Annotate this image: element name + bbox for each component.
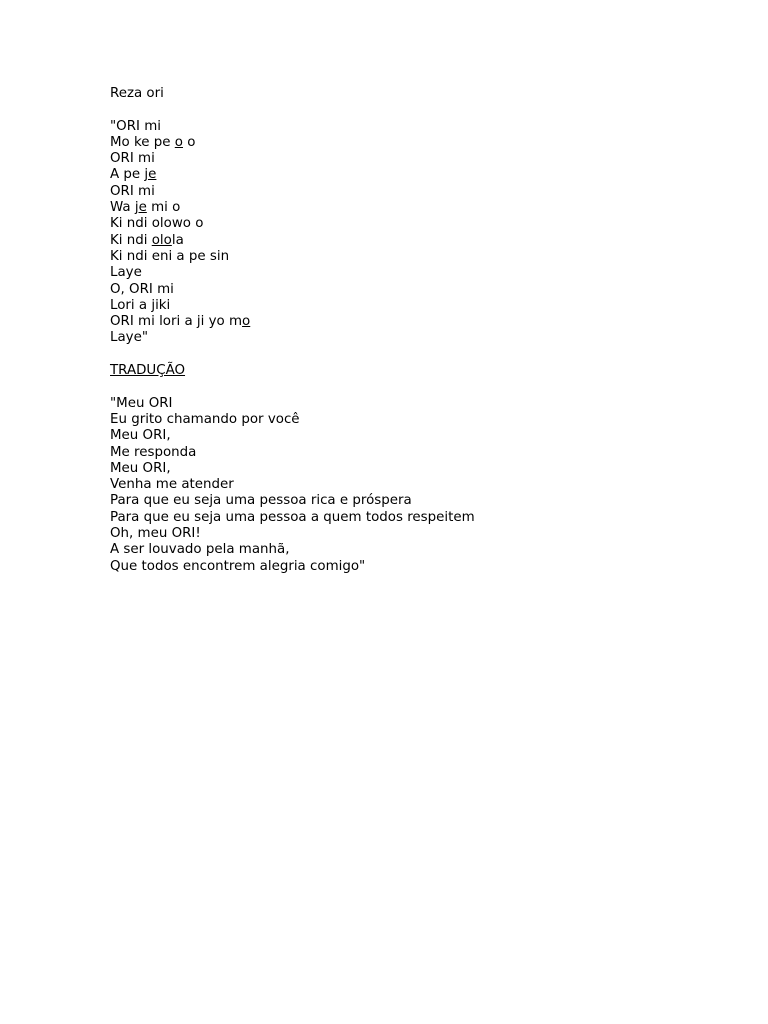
prayer-line: Ki ndi olowo o [110,216,204,232]
document-page [110,86,730,575]
prayer-line: Lori a jiki [110,297,171,313]
prayer-line [110,167,730,183]
prayer-line: O, ORI mi [110,281,174,297]
prayer-text: mi o [146,200,181,216]
prayer-line [110,135,730,151]
translation-line: Meu ORI, [110,428,171,444]
translation-line: Me responda [110,444,197,460]
translation-line: Que todos encontrem alegria comigo" [110,558,366,574]
document-title: Reza ori [110,86,164,101]
prayer-text: la [171,232,184,248]
underlined-text: je [144,167,157,183]
prayer-text: o [182,134,196,150]
prayer-text: ORI mi lori a ji yo m [110,314,243,330]
translation-line: "Meu ORI [110,395,173,411]
prayer-block [110,119,730,347]
underlined-text: je [134,200,147,216]
underlined-text: olo [151,232,172,248]
translation-heading: TRADUÇÃO [110,363,186,379]
prayer-text: A pe [110,167,145,183]
prayer-line: "ORI mi [110,118,161,134]
prayer-line: ORI mi [110,151,155,167]
prayer-line: Laye [110,265,142,281]
prayer-line [110,200,730,216]
prayer-text: Ki ndi [110,232,152,248]
translation-line: Oh, meu ORI! [110,526,201,542]
translation-line: Meu ORI, [110,460,171,476]
underlined-text: o [242,314,251,330]
translation-line: Eu grito chamando por você [110,411,300,427]
blank-line [110,102,730,118]
prayer-line: Ki ndi eni a pe sin [110,248,230,264]
prayer-text: Mo ke pe [110,134,175,150]
translation-line: Para que eu seja uma pessoa rica e próspera [110,493,412,509]
underlined-text: o [174,134,183,150]
blank-line [110,347,730,363]
translation-line: A ser louvado pela manhã, [110,542,290,558]
prayer-line [110,314,730,330]
translation-line: Venha me atender [110,477,234,493]
translation-block [110,396,730,575]
translation-line: Para que eu seja uma pessoa a quem todos respeitem [110,509,475,525]
prayer-line [110,233,730,249]
prayer-text: Wa [110,200,135,216]
prayer-line: Laye" [110,330,148,346]
prayer-line: ORI mi [110,183,155,199]
blank-line [110,379,730,395]
